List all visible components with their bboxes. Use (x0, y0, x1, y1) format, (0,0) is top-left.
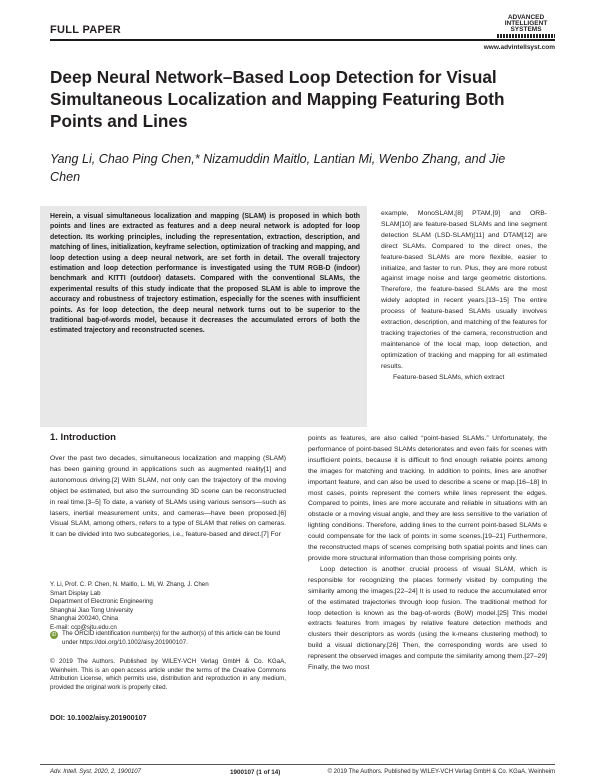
section-heading: 1. Introduction (50, 432, 116, 443)
footer-journal: Adv. Intell. Syst. 2020, 2, 1900107 (50, 769, 141, 775)
footer-rule (40, 764, 555, 765)
footer-page: 1900107 (1 of 14) (230, 769, 281, 776)
orcid-icon: iD (51, 632, 57, 638)
journal-url[interactable]: www.advintellsyst.com (483, 44, 555, 51)
paper-title: Deep Neural Network–Based Loop Detection for Visual Simultaneous Localization and Mapping Featuring Both Points and Lines (50, 67, 505, 131)
header-rule (50, 39, 555, 41)
logo-line-1: ADVANCED (507, 14, 545, 21)
affiliation-city: Shanghai 200240, China (50, 615, 119, 623)
journal-logo (497, 15, 555, 38)
copyright-notice: © 2019 The Authors. Published by WILEY-VCH Verlag GmbH & Co. KGaA, Weinheim. This is an open access article under the terms of the Creative Commons Attribution License, which permits use, distribution and reproduction in any medium, provided the original work is properly cited. (50, 658, 286, 691)
affiliation-names: Y. Li, Prof. C. P. Chen, N. Maitlo, L. Mi, W. Zhang, J. Chen (50, 581, 209, 588)
main-right-column (308, 434, 547, 674)
footer-copyright: © 2019 The Authors. Published by WILEY-VCH Verlag GmbH & Co. KGaA, Weinheim (327, 769, 555, 775)
affiliation-email[interactable]: E-mail: ccp@sjtu.edu.cn (50, 623, 117, 631)
affiliation-dept: Department of Electronic Engineering (50, 598, 153, 606)
abstract-text: Herein, a visual simultaneous localization and mapping (SLAM) is proposed in which both points and lines are extracted as features and a deep neural network is adopted for loop detection. Its working principles, including the representation, extraction, description, and matching of lines, initialization, keyframe selection, optimization of tracking and mapping, and loop detection using a deep neural network, are set forth in detail. The overall trajectory estimation and loop detection performance is investigated using the TUM RGB-D (indoor) benchmark and KITTI (outdoor) datasets. Compared with the conventional SLAMs, the experimental results of this study indicate that the proposed SLAM is able to improve the accuracy and robustness of trajectory estimation, especially for the scenes with insufficient points. As for loop detection, the deep neural network turns out to be superior to the traditional bag-of-words model, because it decreases the accumulated errors of both the estimated trajectory and reconstructed scenes. (50, 213, 360, 335)
intro-continued-column (381, 209, 547, 384)
logo-line-3: SYSTEMS (510, 26, 542, 33)
orcid-note[interactable]: The ORCID identification number(s) for the author(s) of this article can be found under https://doi.org/10.1002/aisy.201900107. (62, 630, 281, 646)
intro-paragraph: example, MonoSLAM,[8] PTAM,[9] and ORB-SLAM[10] are feature-based SLAMs and line segment detection SLAM (LSD-SLAM)[11] and DTAM[12] are direct SLAMs. Compared to the direct ones, the feature-based SLAMs are more flexible, easier to initialize, and faster to run. Plus, they are more robust against image noise and large geometric distortions. Therefore, the feature-based SLAMs are the most widely adopted in recent years.[13–15] The entire process of feature-based SLAMs usually involves extraction, description, and matching of the features for tracking trajectories of the camera, reconstruction and maintenance of the local map, loop detection, and optimization of tracking and mapping for all estimated results. (381, 210, 547, 370)
body-paragraph: points as features, are also called “point-based SLAMs.” Unfortunately, the performance of point-based SLAMs deteriorates and even fails for scenes with insufficient points, because it is difficult to find enough reliable points among the images for matching and tracking. In addition to points, lines are another important feature, and can also be used to describe a scene or map.[16–18] In most cases, points represent the corners while lines represent the edges. Compared to points, lines are more accurate and reliable in situations with an obstacle or a moving visual angle, and they are less sensitive to the variation of lighting conditions. Therefore, adding lines to the current point-based SLAMs e could compensate for the lack of points in some scenes.[19–21] Furthermore, the reconstructed maps of scenes comprising both spatial points and lines can provide more structural information than those comprising points only. (308, 435, 547, 562)
author-list: Yang Li, Chao Ping Chen,* Nizamuddin Maitlo, Lantian Mi, Wenbo Zhang, and Jie Chen (50, 152, 506, 184)
intro-paragraph: Over the past two decades, simultaneous localization and mapping (SLAM) has been gaining ground in applications such as augmented reality[1] and autonomous driving.[2] With SLAM, not only can the trajectory of the moving object be estimated, but also the surrounding 3D scene can be reconstructed in real time.[3–5] To date, a variety of SLAMs using various sensors—such as lasers, inertial measurement units, and cameras—have been proposed.[6] Visual SLAM, among others, refers to a type of SLAM that relies on cameras. It can be divided into two subcategories, i.e., feature-based and direct.[7] For (50, 455, 286, 539)
affiliation-block (50, 581, 286, 633)
section-label: FULL PAPER (50, 24, 122, 36)
doi-link[interactable]: DOI: 10.1002/aisy.201900107 (50, 713, 147, 722)
affiliation-lab: Smart Display Lab (50, 589, 101, 597)
body-paragraph: Loop detection is another crucial process of visual SLAM, which is responsible for recognizing the places formerly visited by computing the similarity among the images.[22–24] It is used to reduce the accumulated error of the estimated trajectories through loop fusion. The traditional method for loop detection is known as the bag-of-words (BoW) model.[25] This model extracts features from images by relative feature detection methods and clusters their descriptors as words (using the k-means clustering method) to build a visual dictionary.[26] Then, the corresponding words are used to represent the observed images and compute the similarity among them.[27–29] Finally, the two most (308, 565, 547, 672)
logo-line-2: INTELLIGENT (504, 20, 548, 27)
logo-barcode (497, 34, 555, 38)
affiliation-univ: Shanghai Jiao Tong University (50, 606, 134, 614)
intro-paragraph-start: Feature-based SLAMs, which extract (393, 373, 505, 381)
